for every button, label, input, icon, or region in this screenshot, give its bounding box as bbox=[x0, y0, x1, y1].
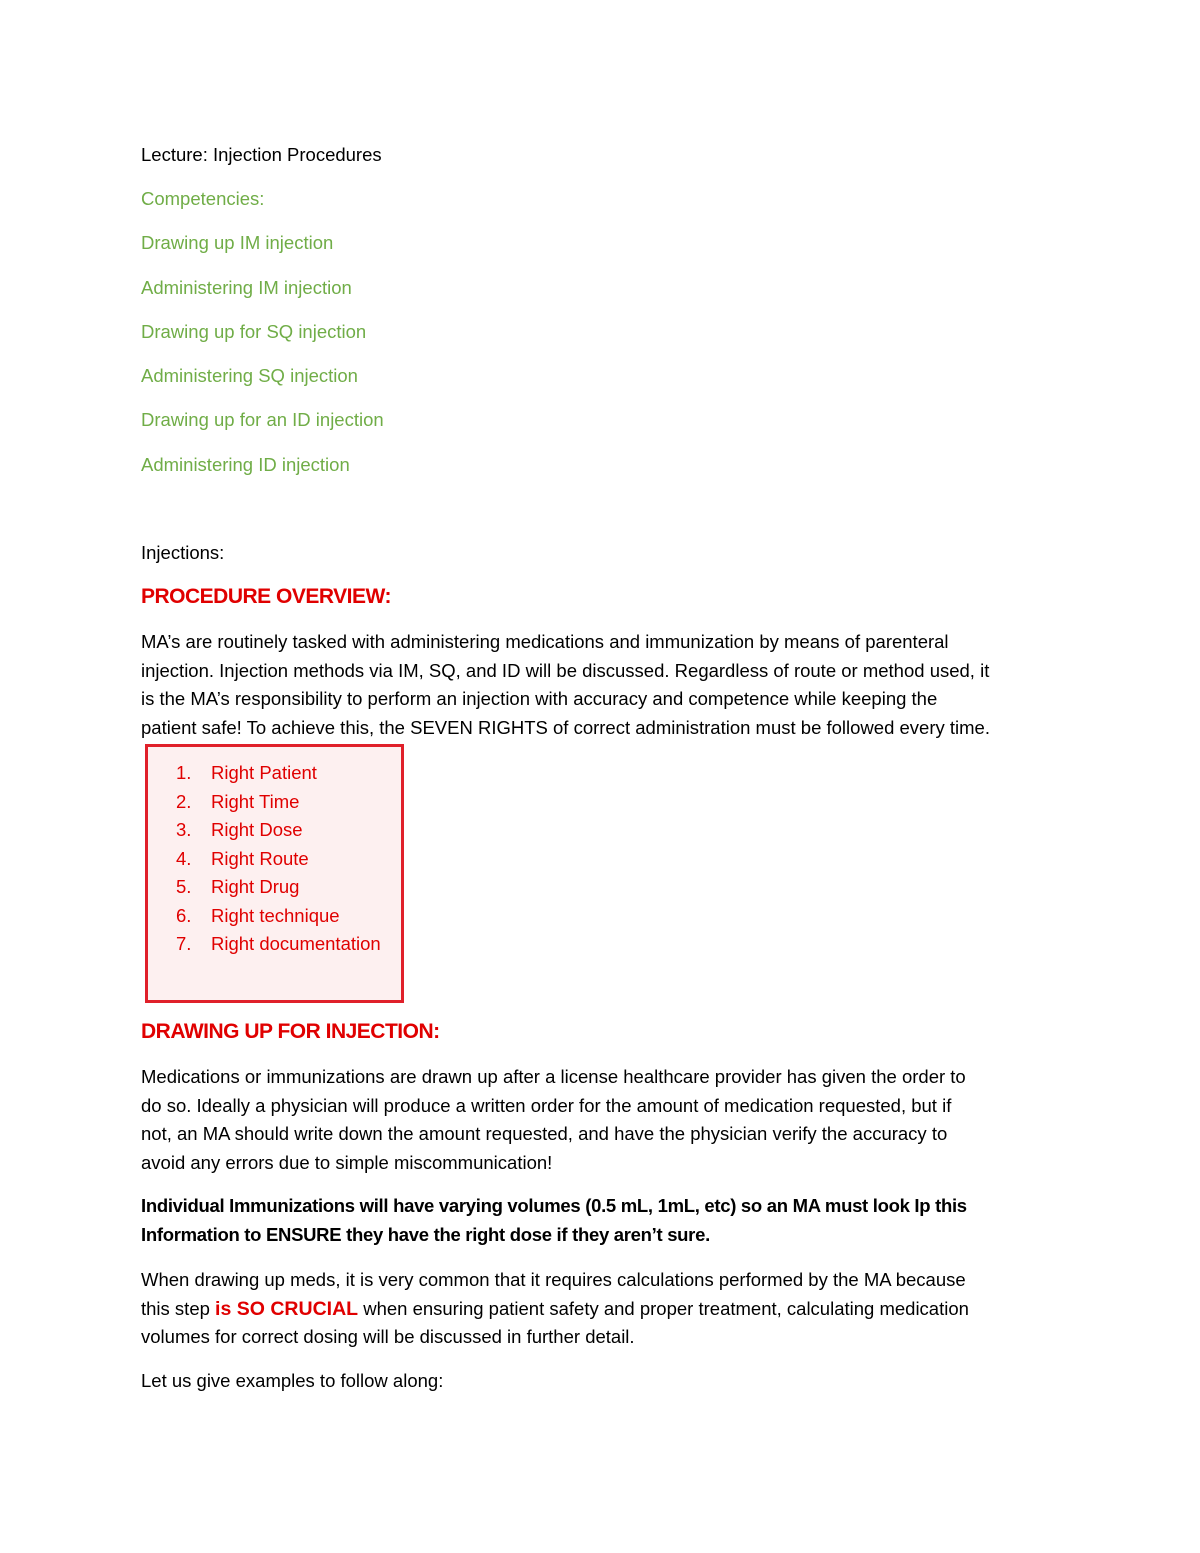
competency-item: Drawing up IM injection bbox=[141, 232, 334, 253]
text-run: this step bbox=[141, 1297, 216, 1319]
paragraph-line: volumes for correct dosing will be discussed in further detail. bbox=[141, 1326, 635, 1347]
procedure-overview-heading: PROCEDURE OVERVIEW: bbox=[141, 585, 391, 608]
injections-label: Injections: bbox=[141, 542, 225, 563]
list-label: Right documentation bbox=[211, 933, 381, 954]
paragraph-line: do so. Ideally a physician will produce a written order for the amount of medication requested, but if bbox=[141, 1094, 952, 1116]
paragraph-line: not, an MA should write down the amount requested, and have the physician verify the accuracy to bbox=[141, 1123, 948, 1144]
list-label: Right Time bbox=[211, 790, 300, 812]
list-item bbox=[176, 845, 381, 874]
list-number: 5. bbox=[176, 876, 192, 897]
paragraph-line: When drawing up meds, it is very common that it requires calculations performed by the MA because bbox=[141, 1269, 966, 1290]
drawing-up-paragraph bbox=[141, 1063, 1061, 1177]
lecture-title: Lecture: Injection Procedures bbox=[141, 144, 382, 165]
closing-line: Let us give examples to follow along: bbox=[141, 1370, 444, 1391]
text-run: when ensuring patient safety and proper treatment, calculating medication bbox=[358, 1297, 969, 1319]
list-item bbox=[176, 788, 381, 817]
paragraph-line: Information to ENSURE they have the right dose if they aren’t sure. bbox=[141, 1223, 710, 1245]
list-number: 6. bbox=[176, 904, 192, 926]
competency-item: Drawing up for SQ injection bbox=[141, 321, 367, 342]
seven-rights-list bbox=[176, 759, 381, 959]
list-label: Right technique bbox=[211, 904, 340, 926]
paragraph-line: injection. Injection methods via IM, SQ, and ID will be discussed. Regardless of route or method used, it bbox=[141, 659, 990, 681]
calculation-paragraph bbox=[141, 1266, 1061, 1352]
list-number: 7. bbox=[176, 933, 192, 954]
list-label: Right Patient bbox=[211, 762, 317, 783]
competency-item: Administering IM injection bbox=[141, 277, 352, 298]
procedure-overview-paragraph bbox=[141, 628, 1061, 742]
competency-item: Administering SQ injection bbox=[141, 365, 358, 386]
list-number: 2. bbox=[176, 790, 192, 812]
list-number: 1. bbox=[176, 762, 192, 783]
paragraph-line: avoid any errors due to simple miscommunication! bbox=[141, 1151, 553, 1173]
paragraph-line: Individual Immunizations will have varying volumes (0.5 mL, 1mL, etc) so an MA must look Ip this bbox=[141, 1195, 967, 1216]
competency-item: Drawing up for an ID injection bbox=[141, 409, 384, 430]
list-item bbox=[176, 816, 381, 845]
list-label: Right Drug bbox=[211, 876, 300, 897]
paragraph-line: MA’s are routinely tasked with administering medications and immunization by means of parenteral bbox=[141, 631, 949, 652]
emphasis-text: is SO CRUCIAL bbox=[215, 1297, 359, 1320]
list-item bbox=[176, 759, 381, 788]
paragraph-line: patient safe! To achieve this, the SEVEN RIGHTS of correct administration must be followed every time. bbox=[141, 716, 990, 738]
list-item bbox=[176, 902, 381, 931]
drawing-up-heading: DRAWING UP FOR INJECTION: bbox=[141, 1020, 440, 1043]
immunization-note bbox=[141, 1192, 1061, 1249]
competency-item: Administering ID injection bbox=[141, 454, 350, 475]
paragraph-line: Medications or immunizations are drawn up after a license healthcare provider has given the order to bbox=[141, 1066, 966, 1087]
list-item bbox=[176, 930, 381, 959]
paragraph-line bbox=[141, 1295, 1061, 1324]
list-item bbox=[176, 873, 381, 902]
list-number: 4. bbox=[176, 847, 192, 869]
list-number: 3. bbox=[176, 819, 192, 840]
competencies-heading: Competencies: bbox=[141, 188, 265, 209]
paragraph-line: is the MA’s responsibility to perform an injection with accuracy and competence while keeping the bbox=[141, 688, 938, 709]
list-label: Right Route bbox=[211, 847, 309, 869]
list-label: Right Dose bbox=[211, 819, 303, 840]
